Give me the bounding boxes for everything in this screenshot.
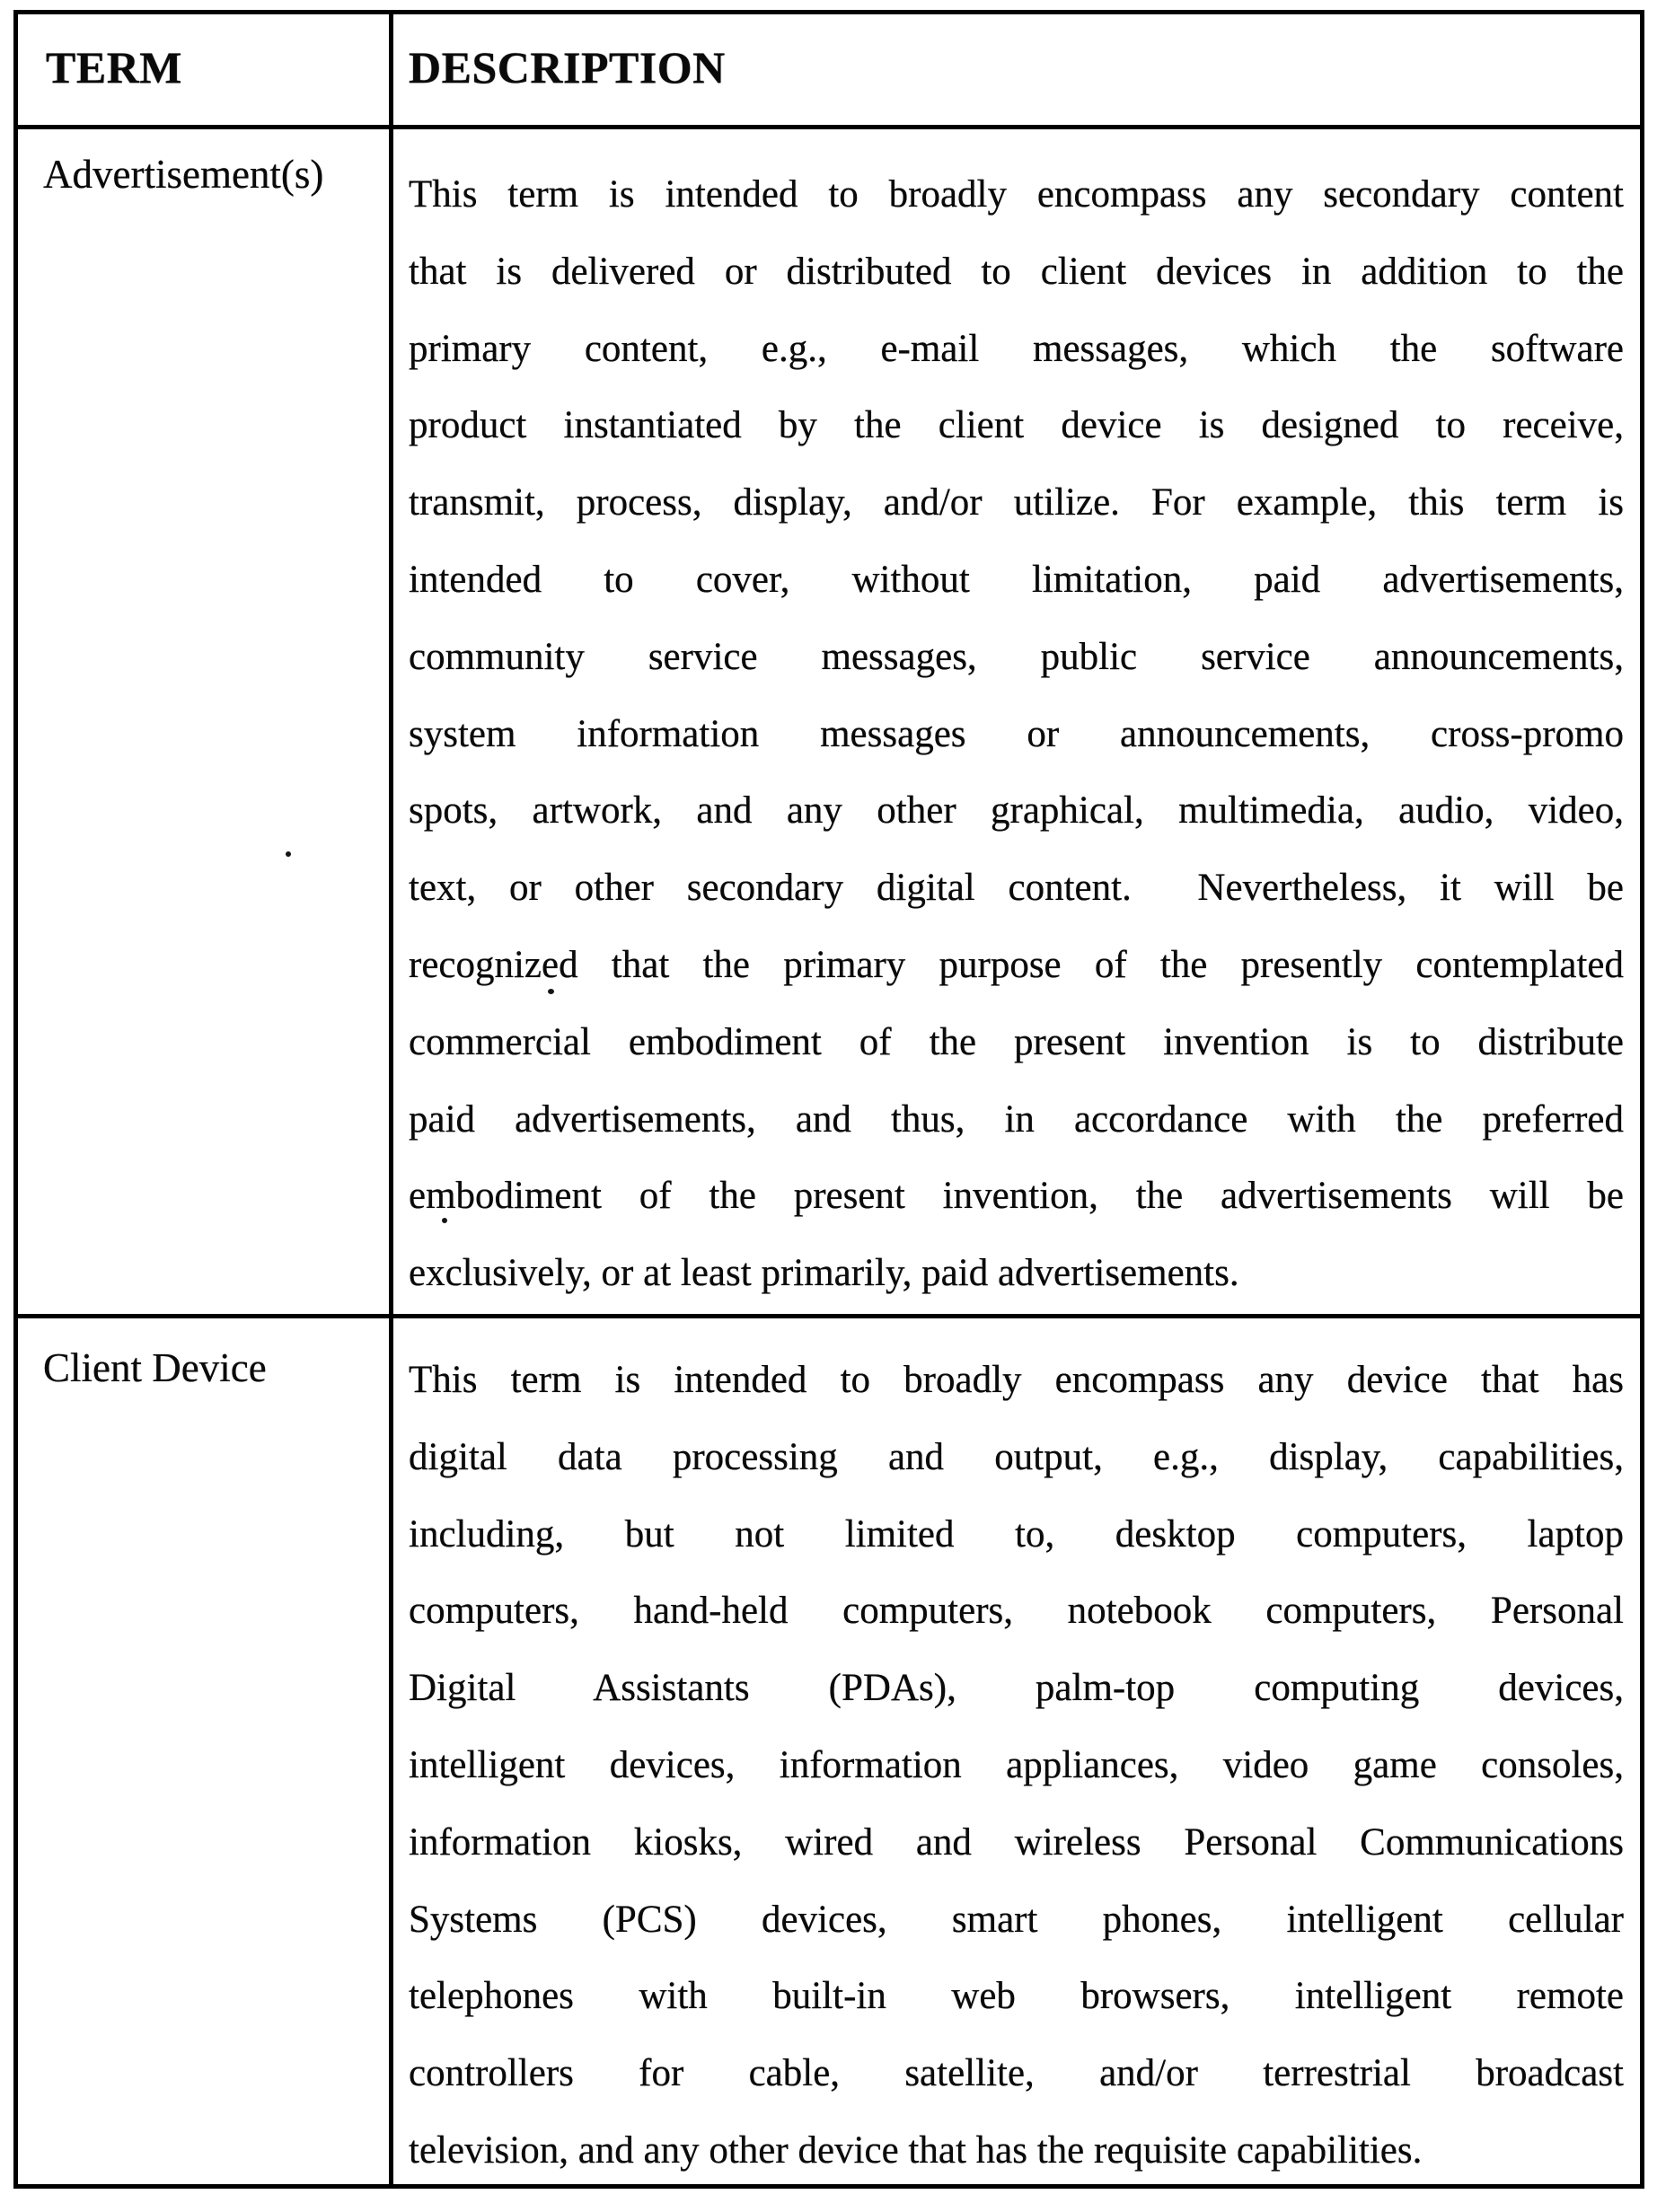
- description-text: [409, 156, 1624, 1312]
- description-cell-advertisements: [393, 129, 1640, 1314]
- scan-artifact-dot: [442, 1218, 447, 1223]
- description-line: This term is intended to broadly encompass any secondary content: [409, 173, 1624, 216]
- term-cell-advertisements: [18, 129, 393, 1314]
- description-line: system information messages or announcements, cross-promo: [409, 712, 1624, 755]
- description-line: primary content, e.g., e-mail messages, which the software: [409, 327, 1624, 370]
- header-cell-term: [18, 14, 393, 125]
- table-header-row: [18, 14, 1640, 129]
- term-cell-client-device: [18, 1318, 393, 2184]
- description-line: Systems (PCS) devices, smart phones, intelligent cellular: [409, 1898, 1624, 1941]
- header-cell-description: [393, 14, 1640, 125]
- description-line: community service messages, public service announcements,: [409, 635, 1624, 678]
- term-column-header: TERM: [46, 42, 182, 93]
- definitions-table: [13, 10, 1644, 2189]
- description-line: transmit, process, display, and/or utilize. For example, this term is: [409, 481, 1624, 524]
- description-line: computers, hand-held computers, notebook computers, Personal: [409, 1590, 1624, 1633]
- description-line: digital data processing and output, e.g., display, capabilities,: [409, 1435, 1624, 1478]
- description-line: text, or other secondary digital content. Nevertheless, it will be: [409, 867, 1624, 910]
- description-line: embodiment of the present invention, the advertisements will be: [409, 1175, 1624, 1218]
- description-line: commercial embodiment of the present invention is to distribute: [409, 1020, 1624, 1063]
- table-row-client-device: [18, 1318, 1640, 2184]
- description-line: controllers for cable, satellite, and/or terrestrial broadcast: [409, 2052, 1624, 2095]
- scan-artifact-dot: [286, 851, 291, 857]
- term-label: Advertisement(s): [43, 152, 324, 197]
- description-line: that is delivered or distributed to client devices in addition to the: [409, 250, 1624, 293]
- description-line: product instantiated by the client device is designed to receive,: [409, 404, 1624, 447]
- description-line: information kiosks, wired and wireless Personal Communications: [409, 1820, 1624, 1864]
- description-line: exclusively, or at least primarily, paid advertisements.: [409, 1252, 1239, 1295]
- description-line: including, but not limited to, desktop computers, laptop: [409, 1512, 1624, 1555]
- description-line: television, and any other device that has the requisite capabilities.: [409, 2128, 1423, 2172]
- description-line: intended to cover, without limitation, paid advertisements,: [409, 558, 1624, 601]
- term-label: Client Device: [43, 1345, 267, 1390]
- description-line: paid advertisements, and thus, in accordance with the preferred: [409, 1097, 1624, 1141]
- description-column-header: DESCRIPTION: [409, 42, 726, 93]
- description-line: This term is intended to broadly encompass any device that has: [409, 1359, 1624, 1401]
- table-row-advertisements: [18, 129, 1640, 1318]
- description-line: recognized that the primary purpose of the presently contemplated: [409, 943, 1624, 986]
- description-text: [409, 1342, 1624, 2184]
- description-line: Digital Assistants (PDAs), palm-top computing devices,: [409, 1667, 1624, 1710]
- description-line: intelligent devices, information appliances, video game consoles,: [409, 1743, 1624, 1786]
- description-line: telephones with built-in web browsers, intelligent remote: [409, 1975, 1624, 2018]
- scan-artifact-dot: [548, 989, 554, 994]
- description-line: spots, artwork, and any other graphical, multimedia, audio, video,: [409, 789, 1624, 833]
- description-cell-client-device: [393, 1318, 1640, 2184]
